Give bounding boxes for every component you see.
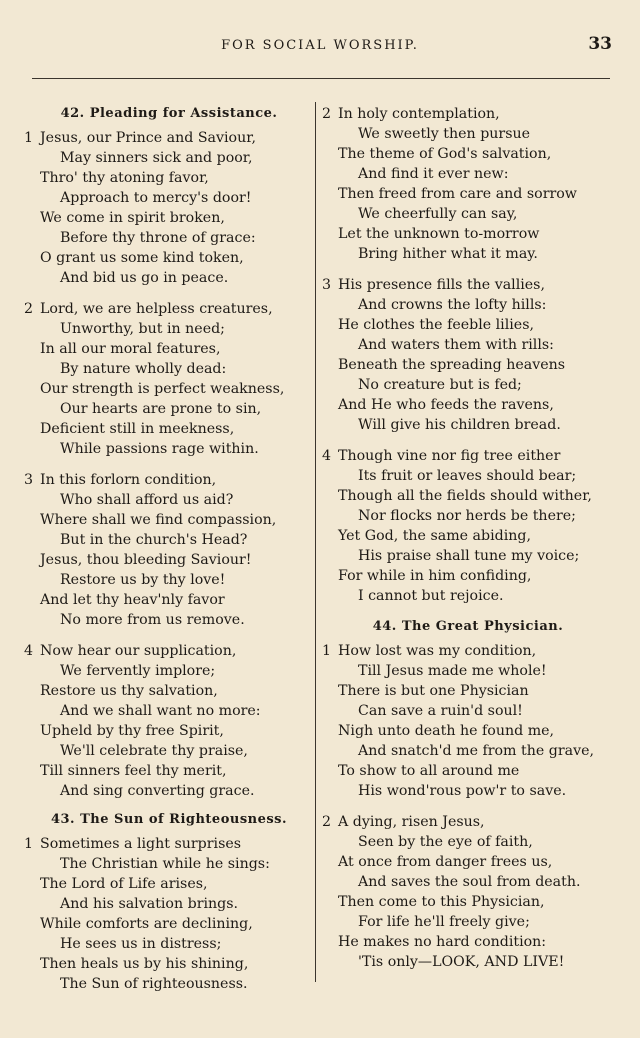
verse-line-text: Let the unknown to-morrow [338,226,540,242]
verse-line [322,701,614,721]
running-header: FOR SOCIAL WORSHIP. [221,38,419,53]
verse-line-text: And bid us go in peace. [60,270,229,286]
verse-line [322,375,614,395]
verse-line-text: We cheerfully can say, [358,206,518,222]
verse-line-text: We'll celebrate thy praise, [60,743,248,759]
verse-line [24,661,314,681]
verse-line [24,470,314,490]
column-divider [315,102,316,982]
verse-line [322,466,614,486]
verse-line [24,319,314,339]
verse-line [24,359,314,379]
verse-line [24,148,314,168]
verse-line [24,208,314,228]
verse-line [322,184,614,204]
verse-line [24,339,314,359]
verse-line [322,295,614,315]
verse-line [24,741,314,761]
verse-line-text: Thro' thy atoning favor, [40,170,209,186]
verse [322,104,614,264]
verse-line-text: Till sinners feel thy merit, [40,763,227,779]
verse-line [24,570,314,590]
verse-line-text: The Lord of Life arises, [40,876,208,892]
verse-line [24,854,314,874]
verse-line [24,188,314,208]
verse-line-text: Though vine nor fig tree either [338,448,561,464]
verse-number: 3 [322,277,332,293]
hymn-43 [24,810,314,994]
verse [24,470,314,630]
verse-line [322,204,614,224]
verse-line [322,932,614,952]
verse-line [24,701,314,721]
verse-line [24,399,314,419]
verse-line-text: I cannot but rejoice. [358,588,504,604]
verse [322,812,614,972]
verse-line-text: There is but one Physician [338,683,529,699]
verse-line-text: Where shall we find compassion, [40,512,277,528]
verse-line-text: While comforts are declining, [40,916,253,932]
verse-line-text: Before thy throne of grace: [60,230,256,246]
verse-line-text: For life he'll freely give; [358,914,530,930]
verse-line [24,168,314,188]
verse-line-text: No creature but is fed; [358,377,522,393]
verse-line-text: The Christian while he sings: [60,856,270,872]
verse-line-text: Can save a ruin'd soul! [358,703,523,719]
verse-line [322,486,614,506]
verse-line [322,144,614,164]
verse-line [322,832,614,852]
verse-line-text: He clothes the feeble lilies, [338,317,534,333]
left-column [24,104,314,1005]
verse-line [24,490,314,510]
verse-line [322,104,614,124]
verse-line [322,546,614,566]
header-rule [32,78,610,79]
verse-line-text: Then come to this Physician, [338,894,545,910]
verse-line-text: Beneath the spreading heavens [338,357,566,373]
verse-line-text: Yet God, the same abiding, [338,528,531,544]
verse-line [322,892,614,912]
verse-line-text: He makes no hard condition: [338,934,547,950]
verse-line-text: Nigh unto death he found me, [338,723,555,739]
verse-line-text: In this forlorn condition, [40,472,217,488]
verse-line-text: He sees us in distress; [60,936,222,952]
verse-line-text: Deficient still in meekness, [40,421,235,437]
hymn-verses [24,834,314,994]
hymn-44 [322,617,614,972]
verse-line [322,741,614,761]
verse-line [322,395,614,415]
verse-line [322,721,614,741]
verse-line [24,641,314,661]
verse-line [322,872,614,892]
verse-number: 2 [322,106,332,122]
verse-line-text: We sweetly then pursue [358,126,531,142]
verse [24,834,314,994]
verse-line [24,914,314,934]
verse-line-text: Restore us thy salvation, [40,683,218,699]
verse-line [322,164,614,184]
verse-line-text: We fervently implore; [60,663,216,679]
verse-number: 4 [24,643,34,659]
verse-line-text: Seen by the eye of faith, [358,834,533,850]
verse-line [322,566,614,586]
verse-line [24,419,314,439]
hymn-title: 42. Pleading for Assistance. [60,106,278,121]
verse-line [24,721,314,741]
verse-line-text: His presence fills the vallies, [338,277,545,293]
verse-line [24,550,314,570]
verse-line-text: Till Jesus made me whole! [358,663,547,679]
verse-line-text: And sing converting grace. [60,783,255,799]
verse-line [24,934,314,954]
verse-line [24,894,314,914]
verse-line [24,228,314,248]
verse-number: 1 [24,836,34,852]
verse-line-text: Sometimes a light surprises [40,836,242,852]
verse-line [24,268,314,288]
verse-line-text: Then heals us by his shining, [40,956,249,972]
verse-line [322,912,614,932]
verse-line-text: And waters them with rills: [358,337,554,353]
verse-line [24,610,314,630]
verse-line [24,248,314,268]
verse [24,299,314,459]
verse-line-text: And let thy heav'nly favor [40,592,225,608]
verse-line-text: Nor flocks nor herds be there; [358,508,576,524]
verse-line [24,299,314,319]
verse-line-text: The Sun of righteousness. [60,976,248,992]
verse-line [24,761,314,781]
verse-line-text: Our strength is perfect weakness, [40,381,285,397]
verse-line-text: His wond'rous pow'r to save. [358,783,567,799]
verse-line-text: A dying, risen Jesus, [338,814,485,830]
verse-number: 4 [322,448,332,464]
verse-line-text: For while in him confiding, [338,568,532,584]
verse-line [24,379,314,399]
verse-line [24,590,314,610]
verse-line-text: And He who feeds the ravens, [338,397,554,413]
verse-line-text: And find it ever new: [358,166,509,182]
hymn-43-continued [322,104,614,606]
hymn-title: 43. The Sun of Righteousness. [50,812,288,827]
verse-line-text: May sinners sick and poor, [60,150,253,166]
verse-line-text: And snatch'd me from the grave, [358,743,595,759]
verse-line-text: O grant us some kind token, [40,250,244,266]
verse-line [24,530,314,550]
verse-line-text: Lord, we are helpless creatures, [40,301,273,317]
verse-line-text: And crowns the lofty hills: [358,297,547,313]
verse-line-text: Its fruit or leaves should bear; [358,468,577,484]
verse-line [322,244,614,264]
verse-line [24,874,314,894]
hymn-verses [24,128,314,801]
verse-line [24,974,314,994]
verse-line-text: And we shall want no more: [60,703,261,719]
right-column [322,104,614,983]
hymn-42 [24,104,314,801]
verse-line-text: Jesus, our Prince and Saviour, [40,130,256,146]
verse-line-text: To show to all around me [338,763,520,779]
verse-line-text: Though all the fields should wither, [338,488,592,504]
verse-line [322,446,614,466]
verse-line-text: Our hearts are prone to sin, [60,401,262,417]
verse-line-text: The theme of God's salvation, [338,146,552,162]
verse-line-text: 'Tis only—LOOK, AND LIVE! [358,954,565,970]
verse-line [322,812,614,832]
verse-number: 1 [24,130,34,146]
verse-line [322,952,614,972]
verse-line-text: We come in spirit broken, [40,210,225,226]
verse-line-text: Who shall afford us aid? [60,492,234,508]
verse [322,641,614,801]
verse-line-text: His praise shall tune my voice; [358,548,580,564]
verse-line [322,781,614,801]
verse-line [24,128,314,148]
hymn-verses [322,104,614,606]
verse-line-text: Jesus, thou bleeding Saviour! [40,552,252,568]
verse-line [322,526,614,546]
verse-line [24,781,314,801]
verse-line [24,439,314,459]
verse-line-text: At once from danger frees us, [338,854,553,870]
verse-number: 3 [24,472,34,488]
verse-line [322,224,614,244]
verse-line [322,852,614,872]
verse-line-text: No more from us remove. [60,612,245,628]
verse-line-text: Bring hither what it may. [358,246,538,262]
verse-line-text: Will give his children bread. [358,417,561,433]
verse-line [322,586,614,606]
verse-line [322,275,614,295]
verse-line [322,355,614,375]
verse-line [24,681,314,701]
hymn-title: 44. The Great Physician. [372,619,564,634]
verse-line [322,506,614,526]
verse-line [322,415,614,435]
page-number: 33 [588,34,612,54]
verse-line-text: And saves the soul from death. [358,874,581,890]
verse-line [322,315,614,335]
verse [24,128,314,288]
verse-line-text: Then freed from care and sorrow [338,186,577,202]
verse-line-text: Unworthy, but in need; [60,321,225,337]
verse-line [322,641,614,661]
verse-number: 2 [24,301,34,317]
verse-line-text: Restore us by thy love! [60,572,226,588]
verse-number: 2 [322,814,332,830]
verse-line [322,335,614,355]
verse-line-text: By nature wholly dead: [60,361,227,377]
verse-line-text: In all our moral features, [40,341,221,357]
verse-line-text: But in the church's Head? [60,532,248,548]
verse-line-text: How lost was my condition, [338,643,537,659]
verse-line-text: And his salvation brings. [60,896,239,912]
verse-line-text: Now hear our supplication, [40,643,237,659]
verse-line [24,954,314,974]
verse-line-text: Upheld by thy free Spirit, [40,723,224,739]
verse-line [24,834,314,854]
hymn-verses [322,641,614,972]
verse-line [322,761,614,781]
verse-number: 1 [322,643,332,659]
verse [322,275,614,435]
verse-line [322,681,614,701]
verse-line-text: In holy contemplation, [338,106,500,122]
verse-line-text: While passions rage within. [60,441,259,457]
verse-line-text: Approach to mercy's door! [60,190,252,206]
verse [322,446,614,606]
verse-line [322,124,614,144]
verse-line [322,661,614,681]
verse-line [24,510,314,530]
verse [24,641,314,801]
